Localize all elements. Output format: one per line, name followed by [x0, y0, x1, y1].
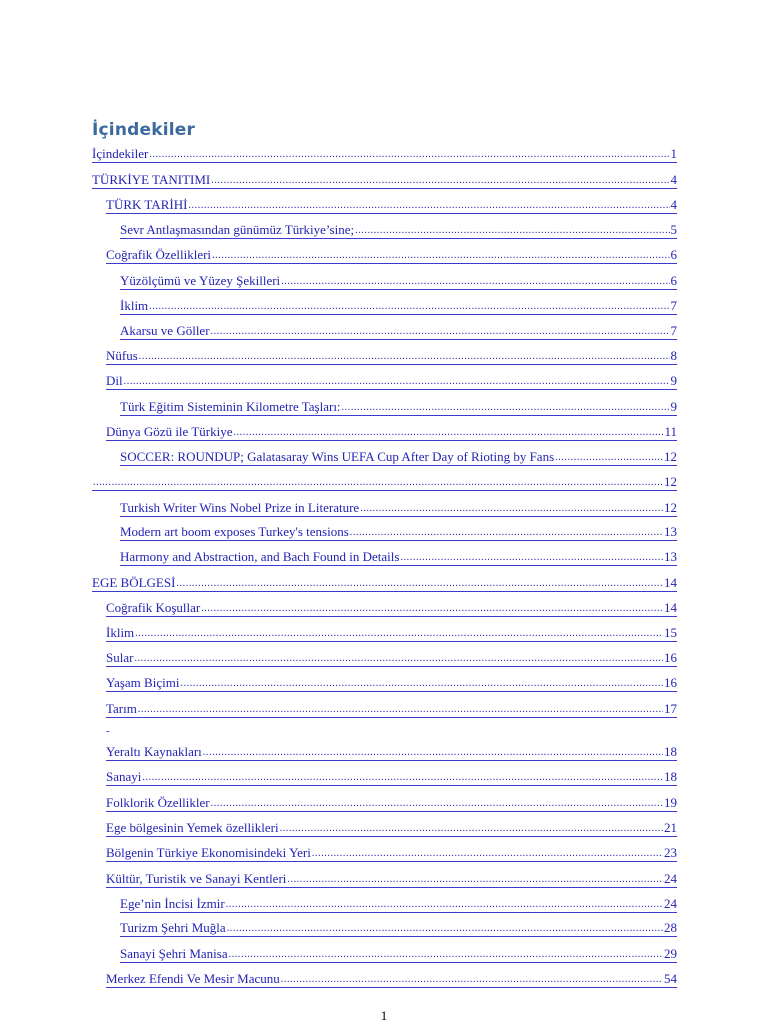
toc-dot-leader: [180, 678, 663, 691]
toc-dot-leader: [226, 899, 663, 912]
toc-entry-title: Sevr Antlaşmasından günümüz Türkiye’sine;: [120, 222, 355, 237]
toc-dot-leader: [360, 503, 663, 516]
toc-entry-page-number: 14: [664, 575, 677, 590]
toc-dot-leader: [176, 578, 663, 591]
toc-entry-title: Dünya Gözü ile Türkiye: [106, 424, 233, 439]
toc-entry-title: Sanayi: [106, 769, 142, 784]
toc-entry[interactable]: [106, 971, 677, 988]
toc-entry-title: Coğrafik Koşullar: [106, 600, 201, 615]
toc-entry[interactable]: [106, 650, 677, 667]
toc-dot-leader: [211, 175, 669, 188]
toc-dot-leader: [342, 402, 670, 415]
toc-dot-leader: [281, 276, 669, 289]
toc-entry[interactable]: [106, 675, 677, 692]
toc-entry-page-number: 17: [664, 701, 677, 716]
toc-dot-leader: [188, 200, 669, 213]
toc-dot-leader: [287, 874, 663, 887]
toc-dot-leader: [142, 772, 663, 785]
toc-entry[interactable]: [120, 399, 677, 416]
toc-entry[interactable]: [106, 820, 677, 837]
toc-entry-page-number: 18: [664, 744, 677, 759]
toc-entry-title: İklim: [106, 625, 135, 640]
toc-entry[interactable]: [106, 197, 677, 214]
toc-entry-page-number: 5: [670, 222, 677, 237]
toc-entry[interactable]: [106, 600, 677, 617]
toc-entry-page-number: 7: [670, 298, 677, 313]
toc-entry[interactable]: [120, 273, 677, 290]
toc-dot-leader: [281, 974, 663, 987]
toc-entry-title: Bölgenin Türkiye Ekonomisindeki Yeri: [106, 845, 311, 860]
toc-entry-page-number: 21: [664, 820, 677, 835]
toc-entry-title: Nüfus: [106, 348, 138, 363]
toc-entry-title: Yüzölçümü ve Yüzey Şekilleri: [120, 273, 281, 288]
toc-entry[interactable]: [106, 625, 677, 642]
toc-entry[interactable]: [106, 373, 677, 390]
toc-entry-title: TÜRK TARİHİ: [106, 197, 188, 212]
toc-entry-page-number: 9: [670, 373, 677, 388]
toc-entry-title: Dil: [106, 373, 123, 388]
toc-entry-title: Folklorik Özellikler: [106, 795, 210, 810]
toc-entry[interactable]: [92, 575, 677, 592]
toc-dot-leader: [400, 552, 663, 565]
toc-entry-page-number: 11: [664, 424, 677, 439]
toc-entry[interactable]: [106, 701, 677, 718]
toc-dot-leader: [149, 301, 669, 314]
toc-entry[interactable]: [106, 795, 677, 812]
toc-entry-page-number: 15: [664, 625, 677, 640]
toc-entry-page-number: 8: [670, 348, 677, 363]
toc-entry-page-number: 16: [664, 650, 677, 665]
toc-dot-leader: [139, 351, 670, 364]
toc-entry[interactable]: [106, 845, 677, 862]
toc-entry-page-number: 13: [664, 549, 677, 564]
toc-entry-page-number: 1: [670, 146, 677, 161]
toc-entry-page-number: 19: [664, 795, 677, 810]
toc-entry[interactable]: [92, 474, 677, 491]
toc-entry-page-number: 7: [670, 323, 677, 338]
toc-entry[interactable]: [106, 744, 677, 761]
toc-heading: İçindekiler: [92, 120, 196, 140]
toc-entry-title: Kültür, Turistik ve Sanayi Kentleri: [106, 871, 287, 886]
toc-entry-page-number: 9: [670, 399, 677, 414]
toc-entry-page-number: 28: [664, 920, 677, 935]
toc-entry-title: Turizm Şehri Muğla: [120, 920, 226, 935]
toc-entry-page-number: 13: [664, 524, 677, 539]
toc-entry-page-number: 16: [664, 675, 677, 690]
toc-entry-page-number: 4: [670, 172, 677, 187]
toc-entry-page-number: 14: [664, 600, 677, 615]
toc-entry[interactable]: [120, 323, 677, 340]
toc-entry[interactable]: [106, 769, 677, 786]
toc-entry-title: Harmony and Abstraction, and Bach Found in Details: [120, 549, 400, 564]
toc-dot-leader: [211, 798, 663, 811]
toc-entry-title: TÜRKİYE TANITIMI: [92, 172, 211, 187]
toc-entry-title: İklim: [120, 298, 149, 313]
toc-dot-leader: [149, 149, 669, 162]
toc-entry-title: Sular: [106, 650, 134, 665]
toc-entry-title: Turkish Writer Wins Nobel Prize in Literature: [120, 500, 360, 515]
toc-entry[interactable]: [120, 920, 677, 937]
toc-entry[interactable]: [120, 896, 677, 913]
toc-dot-leader: [350, 527, 663, 540]
toc-entry[interactable]: [120, 298, 677, 315]
toc-entry-page-number: 54: [664, 971, 677, 986]
toc-entry-title: Yaşam Biçimi: [106, 675, 180, 690]
toc-dot-leader: [134, 653, 663, 666]
toc-entry-title: Modern art boom exposes Turkey's tensions: [120, 524, 349, 539]
toc-dot-leader: [212, 250, 669, 263]
stray-dash-mark: -: [106, 725, 110, 737]
toc-entry-title: Sanayi Şehri Manisa: [120, 946, 228, 961]
page-number: 1: [380, 1008, 388, 1023]
toc-entry[interactable]: [106, 348, 677, 365]
toc-dot-leader: [203, 747, 663, 760]
toc-dot-leader: [124, 376, 670, 389]
toc-entry-page-number: 12: [664, 449, 677, 464]
toc-entry-page-number: 12: [664, 500, 677, 515]
toc-dot-leader: [555, 452, 663, 465]
toc-entry-title: Türk Eğitim Sisteminin Kilometre Taşları:: [120, 399, 341, 414]
toc-entry-page-number: 24: [664, 871, 677, 886]
toc-entry[interactable]: [120, 524, 677, 541]
toc-entry-title: Merkez Efendi Ve Mesir Macunu: [106, 971, 280, 986]
toc-dot-leader: [201, 603, 663, 616]
toc-dot-leader: [233, 427, 663, 440]
toc-entry[interactable]: [120, 500, 677, 517]
toc-entry-title: Tarım: [106, 701, 137, 716]
toc-dot-leader: [229, 949, 663, 962]
toc-entry-title: Ege’nin İncisi İzmir: [120, 896, 225, 911]
toc-dot-leader: [138, 704, 663, 717]
toc-entry-title: EGE BÖLGESİ: [92, 575, 176, 590]
toc-entry-title: SOCCER: ROUNDUP; Galatasaray Wins UEFA Cup After Day of Rioting by Fans: [120, 449, 555, 464]
toc-entry-title: İçindekiler: [92, 146, 149, 161]
toc-dot-leader: [312, 848, 663, 861]
toc-dot-leader: [227, 923, 663, 936]
toc-entry-title: Yeraltı Kaynakları: [106, 744, 202, 759]
toc-dot-leader: [211, 326, 670, 339]
toc-entry-title: Ege bölgesinin Yemek özellikleri: [106, 820, 279, 835]
toc-entry[interactable]: [120, 549, 677, 566]
toc-entry[interactable]: [120, 946, 677, 963]
toc-entry-page-number: 24: [664, 896, 677, 911]
toc-entry-title: Akarsu ve Göller: [120, 323, 210, 338]
toc-entry-page-number: 12: [664, 474, 677, 489]
toc-entry-page-number: 29: [664, 946, 677, 961]
toc-dot-leader: [135, 628, 663, 641]
toc-entry[interactable]: [106, 871, 677, 888]
toc-entry-page-number: 23: [664, 845, 677, 860]
toc-entry-page-number: 4: [670, 197, 677, 212]
toc-entry[interactable]: [120, 449, 677, 466]
toc-entry[interactable]: [106, 247, 677, 264]
toc-dot-leader: [355, 225, 669, 238]
toc-entry-title: Coğrafik Özellikleri: [106, 247, 212, 262]
toc-entry[interactable]: [106, 424, 677, 441]
toc-dot-leader: [280, 823, 663, 836]
toc-dot-leader: [93, 477, 663, 490]
toc-entry-page-number: 6: [670, 273, 677, 288]
toc-entry[interactable]: [92, 146, 677, 163]
toc-entry-page-number: 6: [670, 247, 677, 262]
toc-entry[interactable]: [120, 222, 677, 239]
toc-entry[interactable]: [92, 172, 677, 189]
toc-entry-page-number: 18: [664, 769, 677, 784]
